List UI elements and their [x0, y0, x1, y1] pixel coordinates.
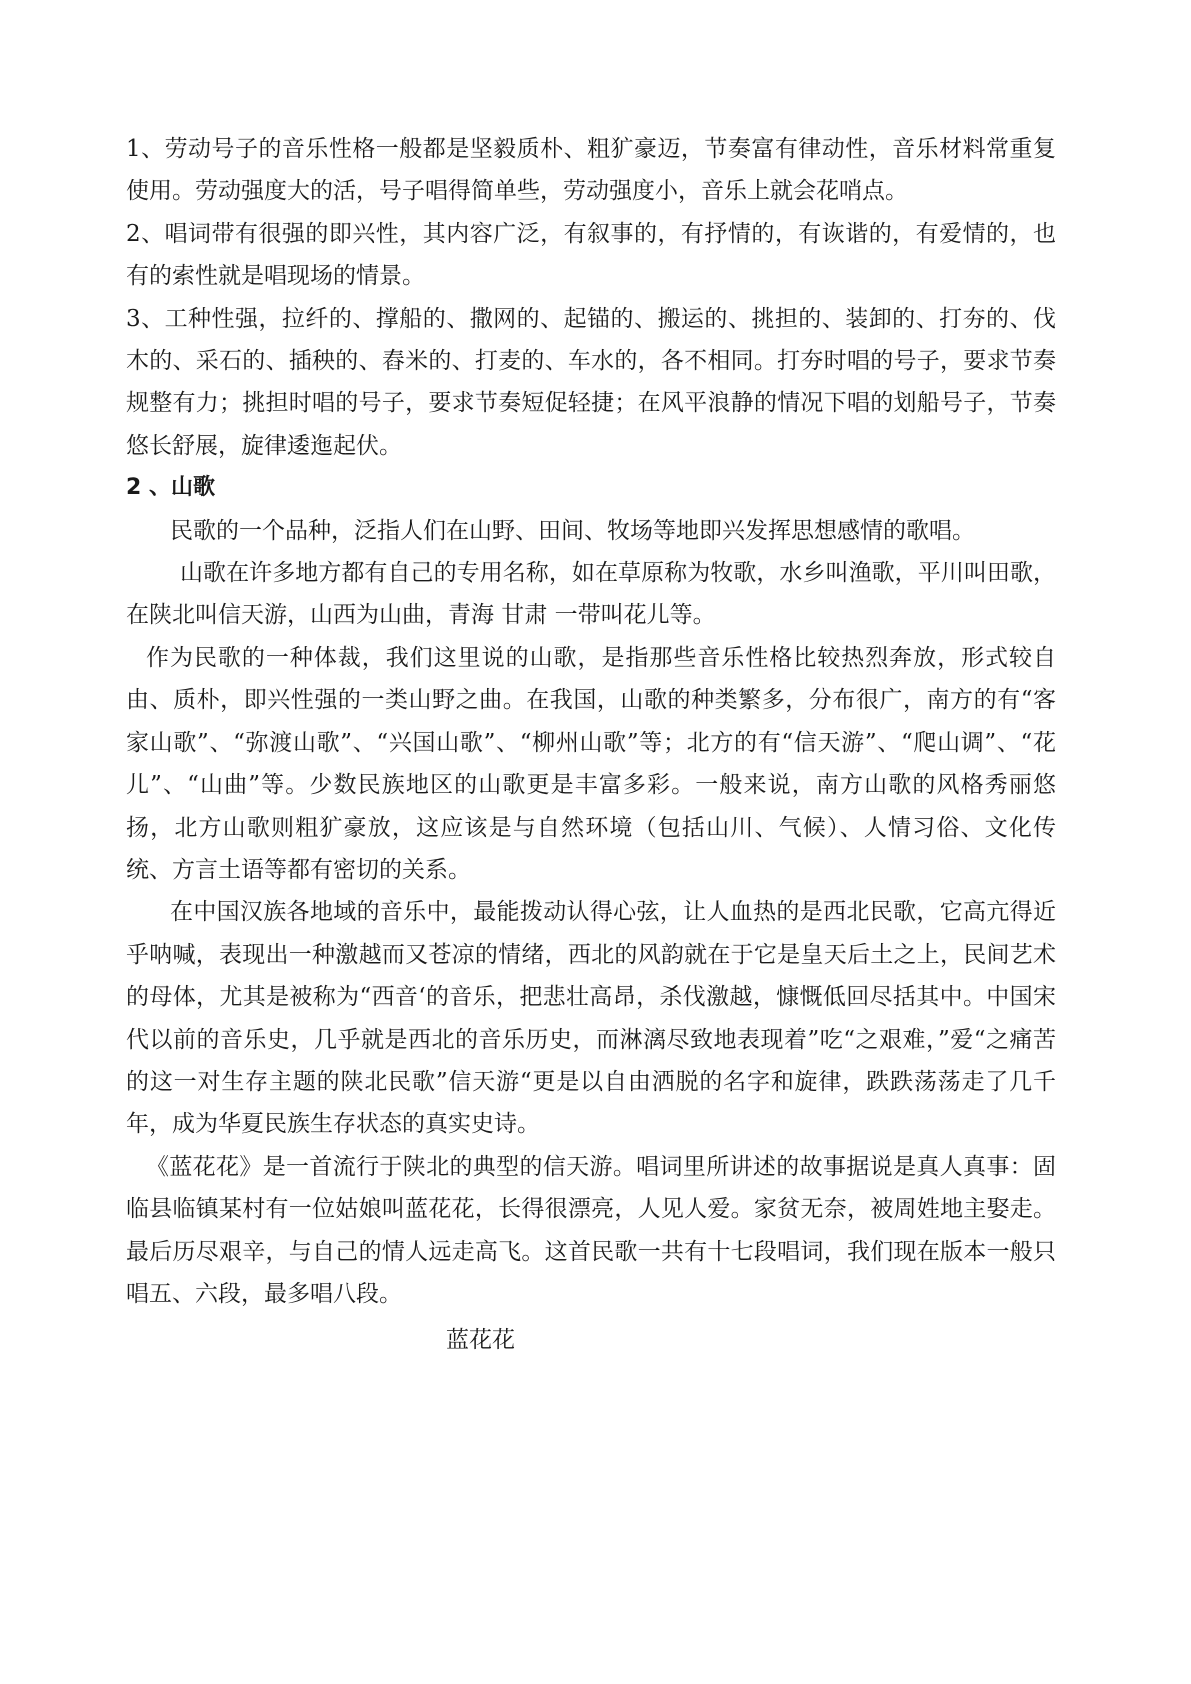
- document-page: [126, 128, 1056, 1362]
- song-title: 蓝花花: [446, 1327, 515, 1354]
- list-item-2: 2、唱词带有很强的即兴性，其内容广泛，有叙事的，有抒情的，有诙谐的，有爱情的，也有的索性就是唱现场的情景。: [126, 220, 1056, 290]
- paragraph-names: 山歌在许多地方都有自己的专用名称，如在草原称为牧歌，水乡叫渔歌，平川叫田歌，在陕北叫信天游，山西为山曲，青海 甘肃 一带叫花儿等。: [126, 560, 1056, 629]
- paragraph-lanhuahua: 《蓝花花》是一首流行于陕北的典型的信天游。唱词里所讲述的故事据说是真人真事：固临县临镇某村有一位姑娘叫蓝花花，长得很漂亮，人见人爱。家贫无奈，被周姓地主娶走。最后历尽艰辛，与自己的情人远走高飞。这首民歌一共有十七段唱词，我们现在版本一般只唱五、六段，最多唱八段。: [126, 1153, 1056, 1307]
- paragraph-genre: 作为民歌的一种体裁，我们这里说的山歌，是指那些音乐性格比较热烈奔放，形式较自由、质朴，即兴性强的一类山野之曲。在我国，山歌的种类繁多，分布很广，南方的有“客家山歌”、“弥渡山歌”、“兴国山歌”、“柳州山歌”等；北方的有“信天游”、“爬山调”、“花儿”、“山曲”等。少数民族地区的山歌更是丰富多彩。一般来说，南方山歌的风格秀丽悠扬，北方山歌则粗犷豪放，这应该是与自然环境（包括山川、气候）、人情习俗、文化传统、方言土语等都有密切的关系。: [126, 644, 1056, 883]
- list-item-1: 1、劳动号子的音乐性格一般都是坚毅质朴、粗犷豪迈，节奏富有律动性，音乐材料常重复使用。劳动强度大的活，号子唱得简单些，劳动强度小，音乐上就会花哨点。: [126, 136, 1056, 205]
- paragraph-northwest: 在中国汉族各地域的音乐中，最能拨动认得心弦，让人血热的是西北民歌，它高亢得近乎呐喊，表现出一种激越而又苍凉的情绪，西北的风韵就在于它是皇天后土之上，民间艺术的母体，尤其是被称为“西音‘的音乐，把悲壮高昂，杀伐激越，慷慨低回尽括其中。中国宋代以前的音乐史，几乎就是西北的音乐历史，而淋漓尽致地表现着”吃“之艰难，”爱“之痛苦的这一对生存主题的陕北民歌”信天游“更是以自由洒脱的名字和旋律，跌跌荡荡走了几千年，成为华夏民族生存状态的真实史诗。: [126, 899, 1056, 1138]
- paragraph-definition: 民歌的一个品种，泛指人们在山野、田间、牧场等地即兴发挥思想感情的歌唱。: [170, 517, 975, 544]
- section-heading: 2 、山歌: [126, 475, 215, 501]
- list-item-3: 3、工种性强，拉纤的、撑船的、撒网的、起锚的、搬运的、挑担的、装卸的、打夯的、伐木的、采石的、插秧的、舂米的、打麦的、车水的，各不相同。打夯时唱的号子，要求节奏规整有力；挑担时唱的号子，要求节奏短促轻捷；在风平浪静的情况下唱的划船号子，节奏悠长舒展，旋律逶迤起伏。: [126, 305, 1056, 459]
